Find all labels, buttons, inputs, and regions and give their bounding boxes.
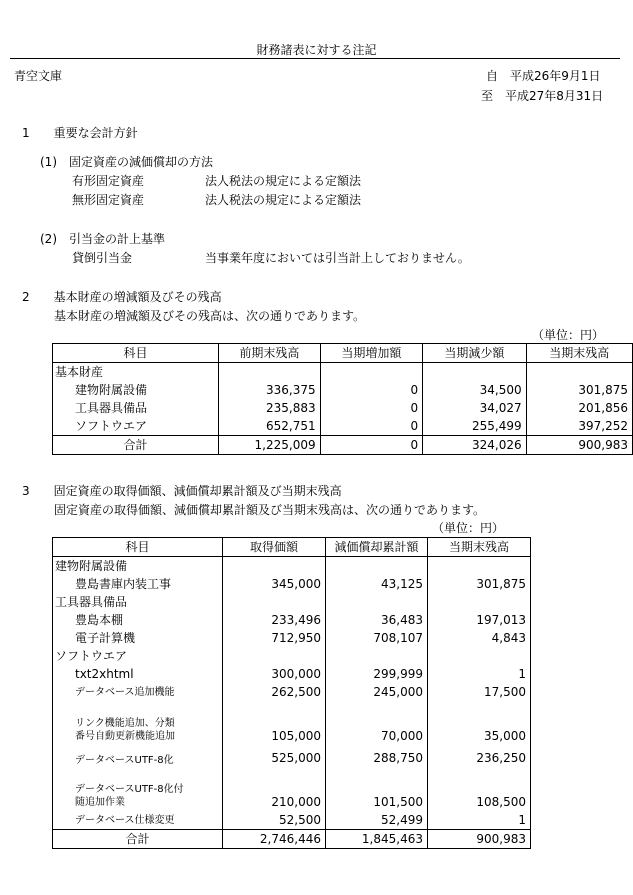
cell-end: 236,250: [428, 745, 531, 767]
total-label: 合計: [53, 830, 223, 849]
policy-value: 法人税法の規定による定額法: [205, 174, 362, 188]
cell-prev: 652,751: [219, 417, 321, 436]
row-label-line: 番号自動更新機能追加: [75, 731, 175, 742]
table-header-row: [53, 538, 531, 557]
row-label: データベース追加機能: [53, 683, 223, 701]
row-label-line: リンク機能追加、分類: [75, 718, 175, 729]
column-header: 当期末残高: [428, 538, 531, 557]
policy-label: 無形固定資産: [72, 193, 145, 207]
group-label: ソフトウエア: [53, 647, 223, 665]
cell-end: 4,843: [428, 629, 531, 647]
section1-sub2-heading: (2) 引当金の計上基準: [40, 232, 165, 246]
document-title: 財務諸表に対する注記: [256, 43, 377, 57]
total-label: 合計: [53, 436, 219, 455]
allowance-label: 貸倒引当金: [72, 251, 133, 265]
cell-depreciation: 299,999: [326, 665, 428, 683]
cell-end: 1: [428, 811, 531, 830]
total-end: 900,983: [526, 436, 632, 455]
period-from: 自 平成26年9月1日: [486, 69, 601, 83]
cell-depreciation: 708,107: [326, 629, 428, 647]
cell-end: 301,875: [428, 575, 531, 593]
cell-decrease: 255,499: [423, 417, 526, 436]
table-group-row: [53, 363, 633, 382]
basic-assets-table: [52, 343, 633, 455]
cell-prev: 235,883: [219, 399, 321, 417]
table-row: [53, 665, 531, 683]
table-total-row: [53, 436, 633, 455]
row-label: [53, 701, 223, 745]
table-row: [53, 611, 531, 629]
row-label: ソフトウエア: [53, 417, 219, 436]
policy-label: 有形固定資産: [72, 174, 145, 188]
section1-sub1-heading: (1) 固定資産の減価償却の方法: [40, 155, 213, 169]
table-header-row: [53, 344, 633, 363]
table-row: [53, 399, 633, 417]
row-label: 豊島本棚: [53, 611, 223, 629]
section3-description: 固定資産の取得価額、減価償却累計額及び当期末残高は、次の通りであります。: [54, 503, 486, 517]
table-row: [53, 629, 531, 647]
cell-end: 201,856: [526, 399, 632, 417]
section2-description: 基本財産の増減額及びその残高は、次の通りであります。: [54, 309, 366, 323]
cell-end: 35,000: [428, 701, 531, 745]
cell-cost: 233,496: [223, 611, 326, 629]
row-label: 豊島書庫内装工事: [53, 575, 223, 593]
row-label: txt2xhtml: [53, 665, 223, 683]
cell-end: 108,500: [428, 767, 531, 811]
cell-depreciation: 52,499: [326, 811, 428, 830]
row-label: データベース仕様変更: [53, 811, 223, 830]
row-label: [53, 767, 223, 811]
cell-end: 301,875: [526, 381, 632, 399]
cell-cost: 105,000: [223, 701, 326, 745]
cell-cost: 712,950: [223, 629, 326, 647]
table-total-row: [53, 830, 531, 849]
cell-depreciation: 245,000: [326, 683, 428, 701]
row-label: 電子計算機: [53, 629, 223, 647]
period-to: 至 平成27年8月31日: [481, 89, 604, 103]
cell-increase: 0: [320, 399, 423, 417]
fixed-assets-table: [52, 537, 531, 849]
cell-depreciation: 101,500: [326, 767, 428, 811]
cell-cost: 52,500: [223, 811, 326, 830]
cell-depreciation: 70,000: [326, 701, 428, 745]
cell-cost: 210,000: [223, 767, 326, 811]
column-header: 科目: [53, 538, 223, 557]
table-row: [53, 811, 531, 830]
cell-increase: 0: [320, 417, 423, 436]
column-header: 取得価額: [223, 538, 326, 557]
table-row: [53, 683, 531, 701]
table-row: [53, 575, 531, 593]
total-decrease: 324,026: [423, 436, 526, 455]
row-label-line: データベースUTF-8化付: [75, 784, 184, 795]
cell-end: 397,252: [526, 417, 632, 436]
row-label-line: 随追加作業: [75, 797, 125, 808]
cell-cost: 525,000: [223, 745, 326, 767]
cell-cost: 300,000: [223, 665, 326, 683]
group-label: 基本財産: [53, 363, 219, 382]
table-group-row: [53, 593, 531, 611]
row-label: 工具器具備品: [53, 399, 219, 417]
row-label: 建物附属設備: [53, 381, 219, 399]
total-cost: 2,746,446: [223, 830, 326, 849]
cell-depreciation: 288,750: [326, 745, 428, 767]
section3-heading: 3 固定資産の取得価額、減価償却累計額及び当期末残高: [22, 484, 342, 498]
table-group-row: [53, 647, 531, 665]
organization-name: 青空文庫: [14, 69, 63, 83]
table-row: [53, 381, 633, 399]
total-depreciation: 1,845,463: [326, 830, 428, 849]
title-rule: [10, 58, 620, 59]
cell-depreciation: 36,483: [326, 611, 428, 629]
cell-decrease: 34,500: [423, 381, 526, 399]
total-prev: 1,225,009: [219, 436, 321, 455]
table-row: [53, 767, 531, 811]
table-row: [53, 745, 531, 767]
cell-increase: 0: [320, 381, 423, 399]
allowance-value: 当事業年度においては引当計上しておりません。: [205, 251, 470, 265]
group-label: 工具器具備品: [53, 593, 223, 611]
section3-unit: （単位：円）: [432, 521, 505, 535]
section2-heading: 2 基本財産の増減額及びその残高: [22, 290, 222, 304]
column-header: 当期減少額: [423, 344, 526, 363]
column-header: 減価償却累計額: [326, 538, 428, 557]
policy-value: 法人税法の規定による定額法: [205, 193, 362, 207]
total-end: 900,983: [428, 830, 531, 849]
table-group-row: [53, 557, 531, 576]
cell-decrease: 34,027: [423, 399, 526, 417]
cell-end: 1: [428, 665, 531, 683]
column-header: 当期末残高: [526, 344, 632, 363]
total-increase: 0: [320, 436, 423, 455]
group-label: 建物附属設備: [53, 557, 223, 576]
table-row: [53, 417, 633, 436]
section2-unit: （単位：円）: [532, 328, 605, 342]
column-header: 科目: [53, 344, 219, 363]
table-row: [53, 701, 531, 745]
cell-prev: 336,375: [219, 381, 321, 399]
row-label: データベースUTF-8化: [53, 745, 223, 767]
section1-heading: 1 重要な会計方針: [22, 126, 138, 140]
cell-depreciation: 43,125: [326, 575, 428, 593]
column-header: 当期増加額: [320, 344, 423, 363]
cell-cost: 262,500: [223, 683, 326, 701]
column-header: 前期末残高: [219, 344, 321, 363]
cell-end: 17,500: [428, 683, 531, 701]
cell-cost: 345,000: [223, 575, 326, 593]
cell-end: 197,013: [428, 611, 531, 629]
